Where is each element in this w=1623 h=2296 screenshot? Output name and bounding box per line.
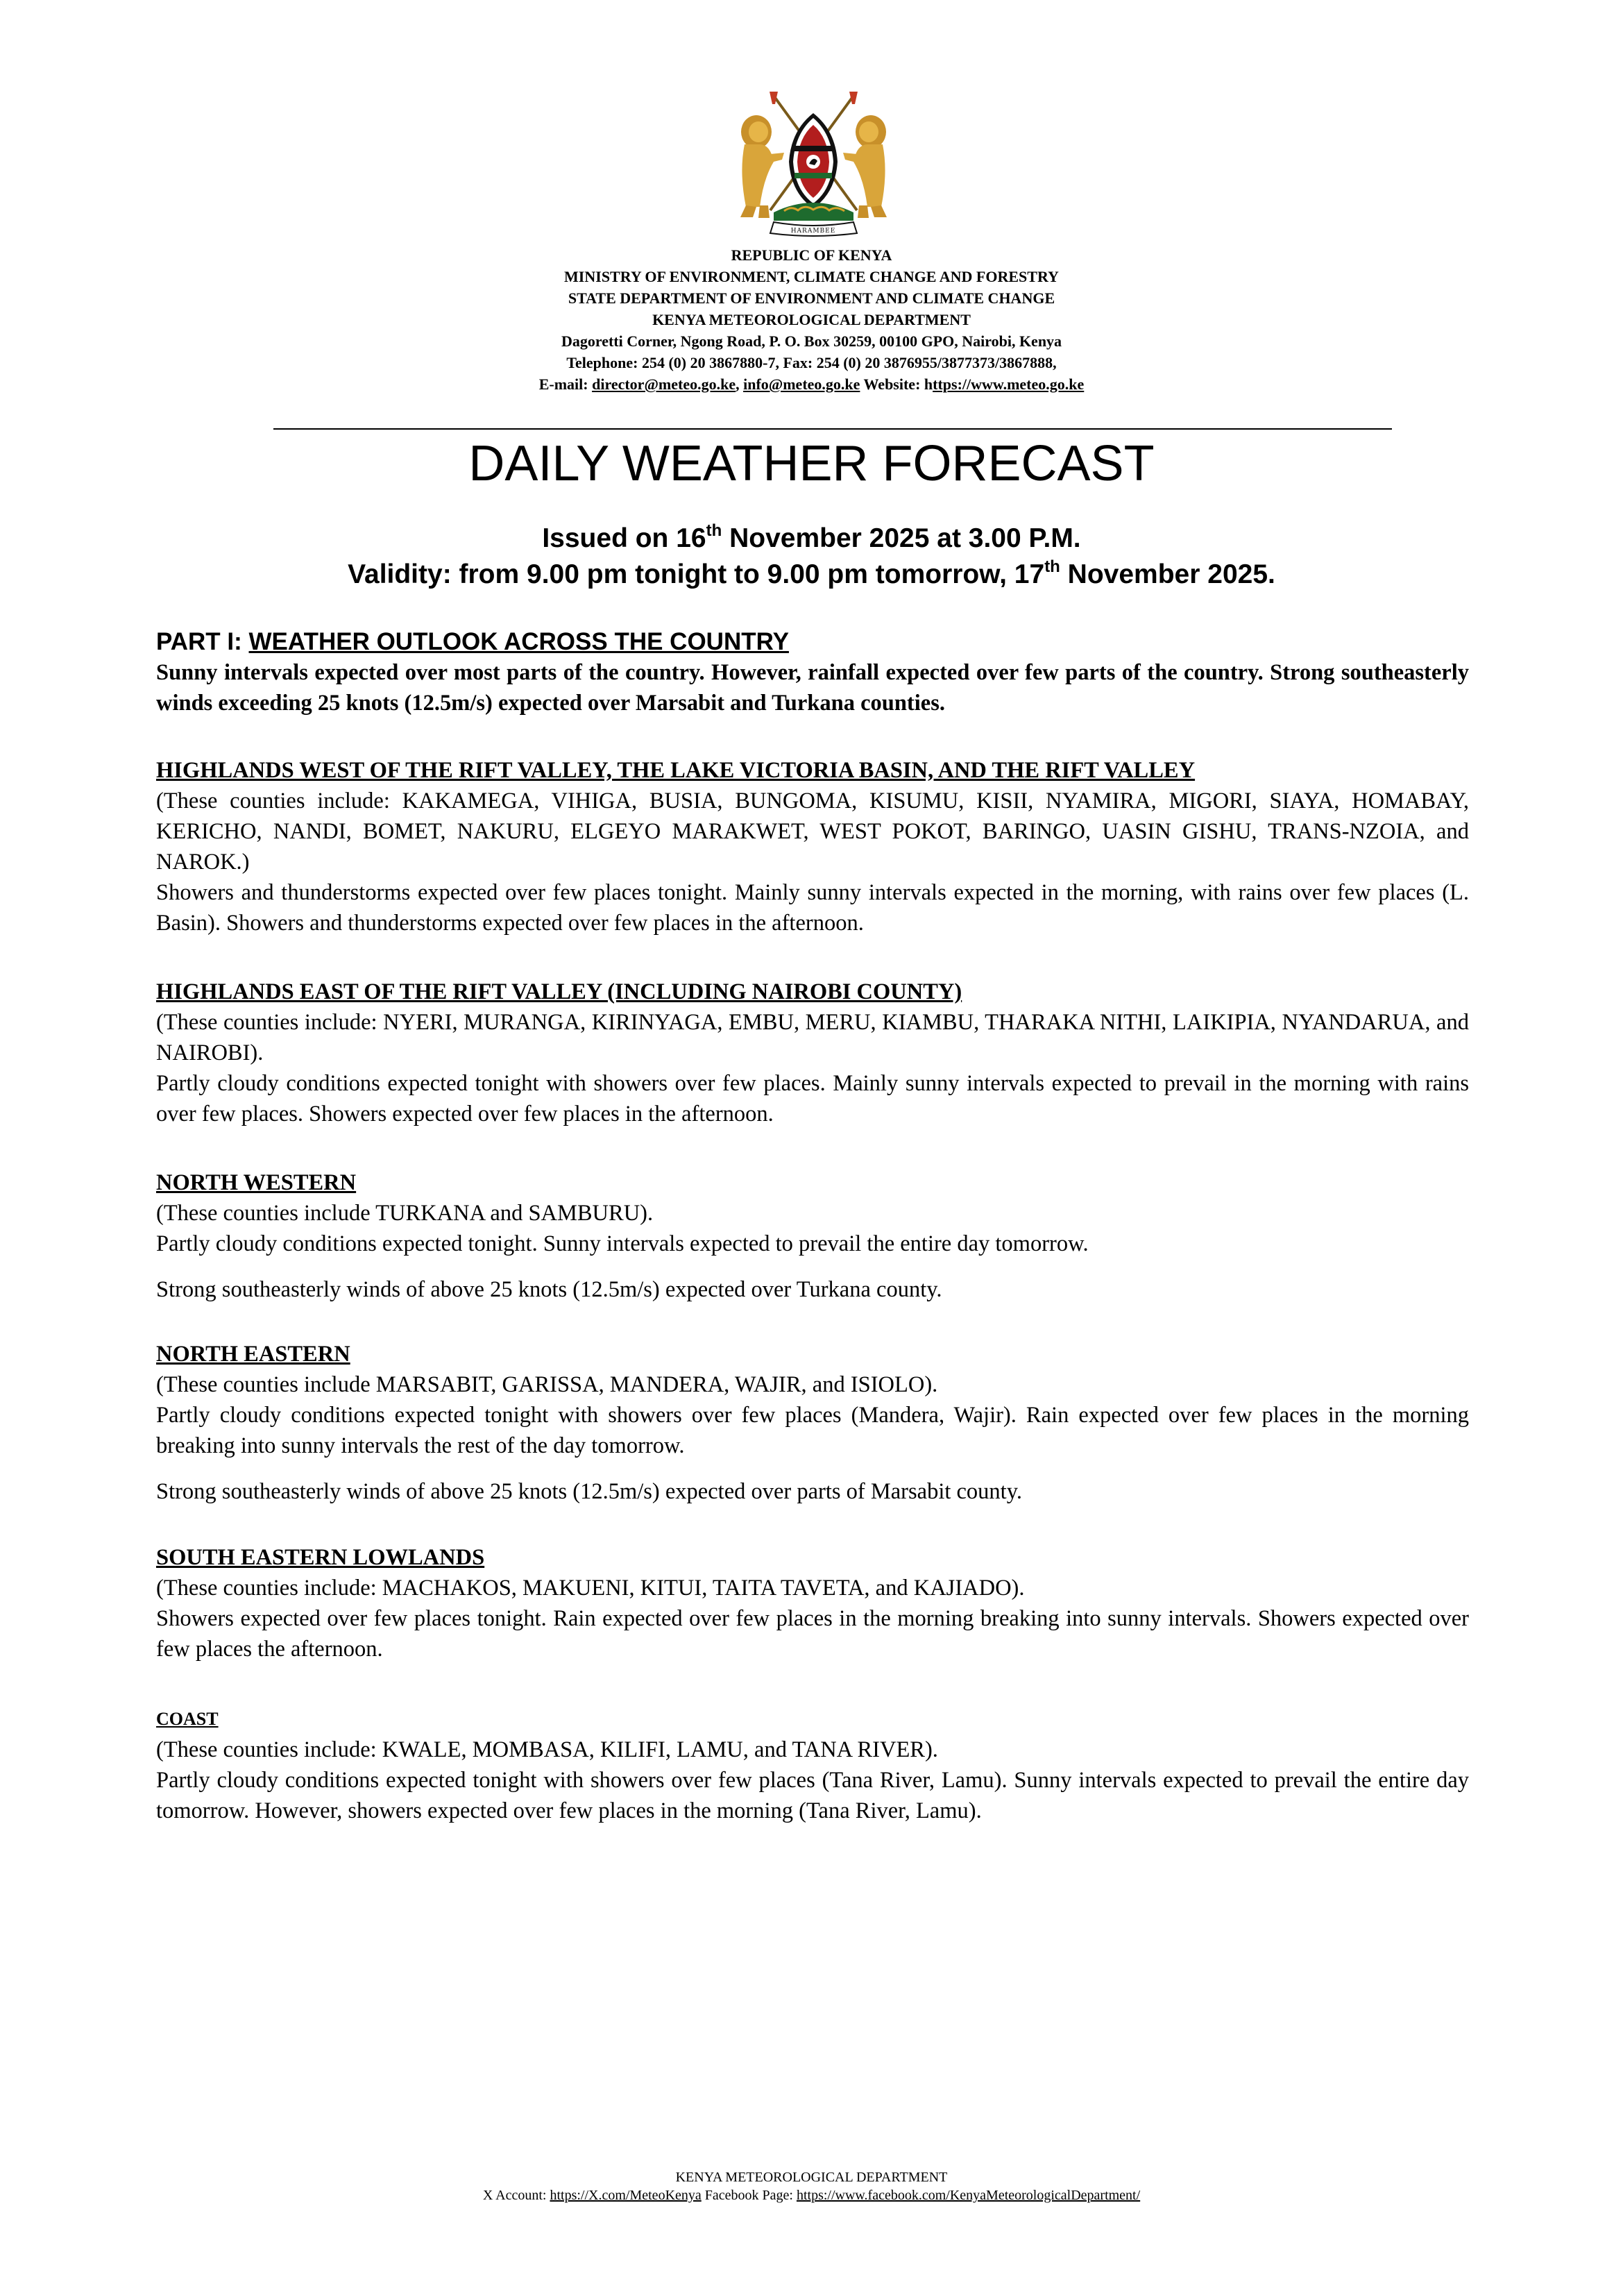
region-forecast: Partly cloudy conditions expected tonight with showers over few places (Mandera, Wajir). Rain expected over few places in the morning breaking into sunny intervals the rest of the day tomorrow. <box>156 1403 1469 1458</box>
contact-line <box>0 373 1623 395</box>
email-label: E-mail: <box>538 375 593 393</box>
region-section-coast <box>156 1704 1469 1826</box>
region-section-north-western <box>156 1167 1469 1305</box>
validity-suffix: November 2025. <box>1060 559 1275 589</box>
header-divider <box>273 428 1392 430</box>
part1-section <box>156 627 1469 718</box>
ministry-name: MINISTRY OF ENVIRONMENT, CLIMATE CHANGE AND FORESTRY <box>564 268 1059 285</box>
telephone-fax: Telephone: 254 (0) 20 3867880-7, Fax: 254 (0) 20 3876955/3877373/3867888, <box>566 354 1057 371</box>
region-section-north-eastern <box>156 1339 1469 1507</box>
footer-department: KENYA METEOROLOGICAL DEPARTMENT <box>675 2170 948 2185</box>
issued-ordinal: th <box>706 521 722 540</box>
issued-date <box>0 521 1623 557</box>
validity-prefix: Validity: from 9.00 pm tonight to 9.00 pm tomorrow, 17 <box>348 559 1045 589</box>
postal-address: Dagoretti Corner, Ngong Road, P. O. Box 30259, 00100 GPO, Nairobi, Kenya <box>561 332 1062 350</box>
region-counties: (These counties include MARSABIT, GARISSA, MANDERA, WAJIR, and ISIOLO). <box>156 1372 938 1397</box>
republic-name: REPUBLIC OF KENYA <box>731 246 892 264</box>
kenya-coat-of-arms-logo <box>725 89 902 238</box>
validity-ordinal: th <box>1044 557 1060 576</box>
website-link[interactable]: ttps://www.meteo.go.ke <box>933 375 1085 393</box>
region-heading: NORTH WESTERN <box>156 1170 357 1195</box>
department-name: KENYA METEOROLOGICAL DEPARTMENT <box>652 311 971 328</box>
region-heading: HIGHLANDS EAST OF THE RIFT VALLEY (INCLUDING NAIROBI COUNTY) <box>156 979 962 1004</box>
region-wind-advisory: Strong southeasterly winds of above 25 knots (12.5m/s) expected over Turkana county. <box>156 1277 942 1302</box>
region-section-south-eastern-lowlands <box>156 1542 1469 1664</box>
issued-suffix: November 2025 at 3.00 P.M. <box>722 523 1081 553</box>
part1-prefix: PART I: <box>156 628 249 655</box>
region-forecast: Showers and thunderstorms expected over few places tonight. Mainly sunny intervals expected in the morning, with rains over few places (L. Basin). Showers and thunderstorms expected over few places in the afternoon. <box>156 880 1469 936</box>
email-separator: , <box>736 375 744 393</box>
region-counties: (These counties include: KAKAMEGA, VIHIGA, BUSIA, BUNGOMA, KISUMU, KISII, NYAMIRA, MIGORI, SIAYA, HOMABAY, KERICHO, NANDI, BOMET, NAKURU, ELGEYO MARAKWET, WEST POKOT, BARINGO, UASIN GISHU, TRANS-NZOIA, and NAROK.) <box>156 788 1469 875</box>
region-forecast: Partly cloudy conditions expected tonight. Sunny intervals expected to prevail the entire day tomorrow. <box>156 1231 1089 1256</box>
website-label: Website: h <box>860 375 933 393</box>
region-heading: SOUTH EASTERN LOWLANDS <box>156 1545 485 1570</box>
footer-social-links <box>0 2186 1623 2204</box>
region-wind-advisory: Strong southeasterly winds of above 25 knots (12.5m/s) expected over parts of Marsabit county. <box>156 1479 1022 1504</box>
region-forecast: Partly cloudy conditions expected tonight with showers over few places (Tana River, Lamu). Sunny intervals expected to prevail the entire day tomorrow. However, showers expected over few places in the morning (Tana River, Lamu). <box>156 1768 1469 1823</box>
facebook-page-link[interactable]: https://www.facebook.com/KenyaMeteorologicalDepartment/ <box>796 2188 1141 2203</box>
page-footer <box>0 2168 1623 2204</box>
region-heading: NORTH EASTERN <box>156 1342 350 1367</box>
region-heading: HIGHLANDS WEST OF THE RIFT VALLEY, THE LAKE VICTORIA BASIN, AND THE RIFT VALLEY <box>156 758 1196 783</box>
part1-heading <box>156 627 1469 657</box>
facebook-label: Facebook Page: <box>701 2188 797 2203</box>
region-section-highlands-west <box>156 755 1469 938</box>
document-title: DAILY WEATHER FORECAST <box>468 436 1155 491</box>
part1-title: WEATHER OUTLOOK ACROSS THE COUNTRY <box>248 628 789 655</box>
email-link-info[interactable]: info@meteo.go.ke <box>743 375 860 393</box>
part1-summary: Sunny intervals expected over most parts of the country. However, rainfall expected over few parts of the country. Strong southeasterly winds exceeding 25 knots (12.5m/s) expected over Marsabit and Turkana counties. <box>156 660 1469 716</box>
region-counties: (These counties include TURKANA and SAMBURU). <box>156 1201 654 1226</box>
region-counties: (These counties include: KWALE, MOMBASA, KILIFI, LAMU, and TANA RIVER). <box>156 1737 938 1762</box>
state-department-name: STATE DEPARTMENT OF ENVIRONMENT AND CLIMATE CHANGE <box>568 289 1055 307</box>
letterhead <box>0 244 1623 395</box>
validity-period <box>0 557 1623 593</box>
region-section-highlands-east <box>156 977 1469 1129</box>
svg-text:HARAMBEE: HARAMBEE <box>790 228 836 235</box>
x-account-label: X Account: <box>482 2188 550 2203</box>
region-forecast: Partly cloudy conditions expected tonight with showers over few places. Mainly sunny intervals expected to prevail in the morning with rains over few places. Showers expected over few places in the afternoon. <box>156 1071 1469 1126</box>
region-counties: (These counties include: MACHAKOS, MAKUENI, KITUI, TAITA TAVETA, and KAJIADO). <box>156 1576 1025 1601</box>
region-forecast: Showers expected over few places tonight. Rain expected over few places in the morning breaking into sunny intervals. Showers expected over few places the afternoon. <box>156 1606 1469 1662</box>
x-account-link[interactable]: https://X.com/MeteoKenya <box>550 2188 702 2203</box>
region-counties: (These counties include: NYERI, MURANGA, KIRINYAGA, EMBU, MERU, KIAMBU, THARAKA NITHI, LAIKIPIA, NYANDARUA, and NAIROBI). <box>156 1010 1469 1065</box>
email-link-director[interactable]: director@meteo.go.ke <box>592 375 736 393</box>
issued-prefix: Issued on 16 <box>542 523 706 553</box>
region-heading: COAST <box>156 1709 219 1729</box>
